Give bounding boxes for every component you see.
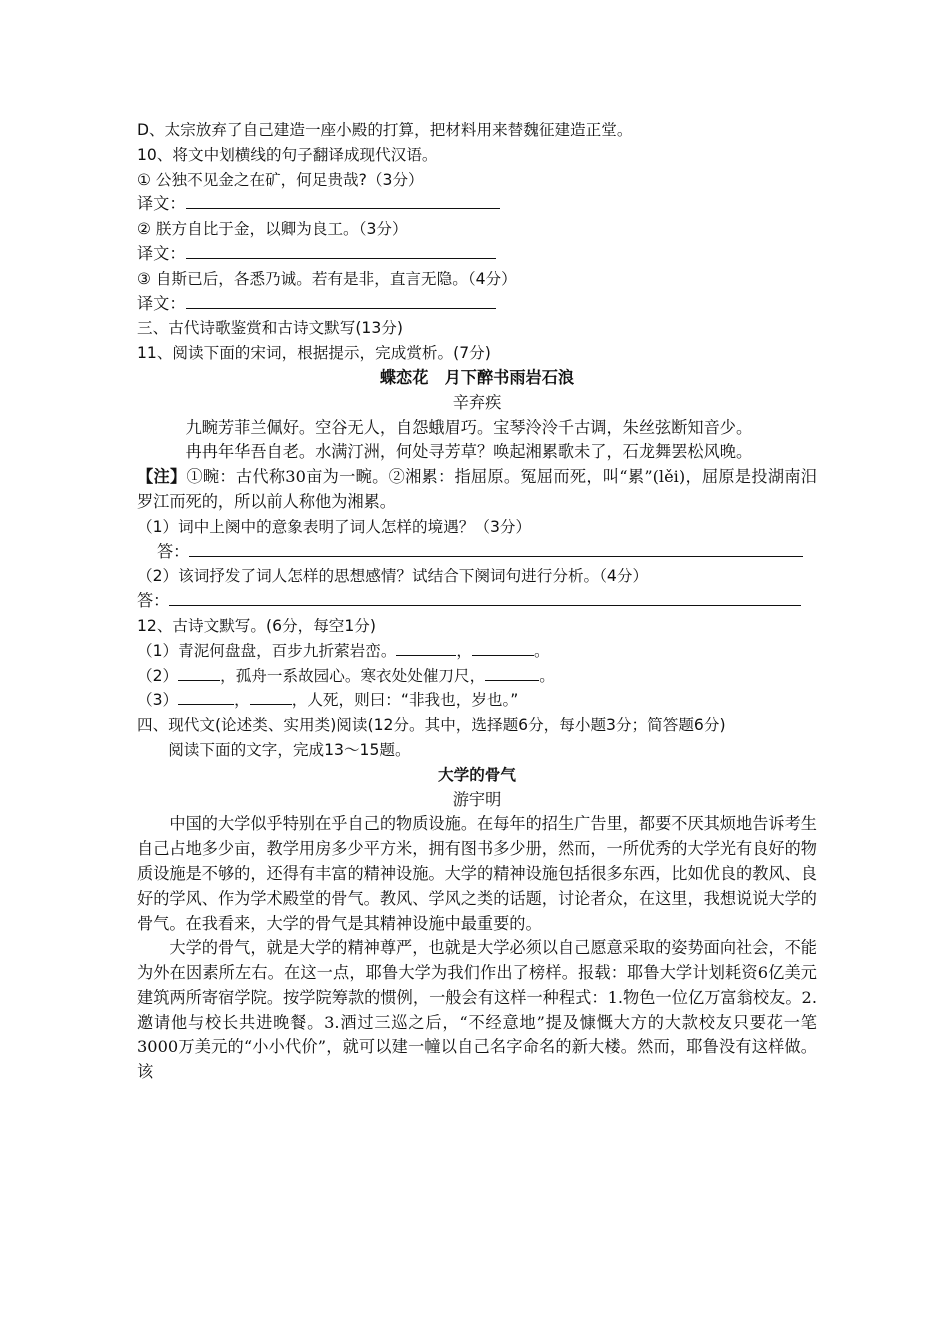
q11-answer-line-2[interactable] (169, 589, 801, 606)
translation-answer-line-1[interactable] (186, 192, 500, 209)
q12-blank-3[interactable] (178, 664, 220, 681)
poem-title: 蝶恋花 月下醉书雨岩石浪 (379, 367, 575, 387)
q12-sep: ， (456, 641, 473, 660)
q10-translation-1 (137, 192, 817, 217)
q12-blank-1[interactable] (396, 639, 456, 656)
article-title: 大学的骨气 (438, 765, 516, 784)
q12-end: 。 (539, 666, 555, 685)
q10-translation-3 (137, 292, 817, 317)
poem-stanza-2: 冉冉年华吾自老。水满汀洲，何处寻芳草？唤起湘累歌未了，石龙舞罢松风晚。 (185, 442, 753, 462)
translation-label: 译文： (137, 243, 186, 263)
section-4-instruction: 阅读下面的文字，完成13～15题。 (168, 740, 411, 759)
q12-line-2-text: ，孤舟一系故园心。寒衣处处催刀尺， (220, 666, 486, 685)
q10-translation-2 (137, 242, 817, 267)
q12-prompt: 12、古诗文默写。(6分，每空1分) (137, 616, 376, 635)
poem-author: 辛弃疾 (452, 392, 502, 412)
answer-label: 答： (137, 591, 170, 611)
poem-stanza-1: 九畹芳菲兰佩好。空谷无人，自怨蛾眉巧。宝琴泠泠千古调，朱丝弦断知音少。 (185, 417, 753, 437)
q12-line-2-num: （2） (137, 666, 179, 685)
q12-blank-5[interactable] (178, 688, 234, 705)
answer-label: 答： (157, 541, 190, 561)
q12-line-1 (137, 639, 817, 664)
translation-answer-line-3[interactable] (186, 292, 496, 309)
q11-sub-1: （1）词中上阕中的意象表明了词人怎样的境遇？（3分） (137, 517, 532, 536)
exam-page (137, 118, 817, 1085)
section-4-heading: 四、现代文(论述类、实用类)阅读(12分。其中，选择题6分，每小题3分；简答题6分) (137, 716, 726, 735)
note-text: ①畹：古代称30亩为一畹。②湘累：指屈原。冤屈而死，叫“累”(lěi)，屈原是投湖南汨罗江而死的，所以前人称他为湘累。 (137, 467, 817, 511)
q11-prompt: 11、阅读下面的宋词，根据提示，完成赏析。(7分) (137, 344, 491, 363)
q11-answer-2 (137, 589, 817, 614)
q12-sep: ， (234, 691, 250, 710)
q12-blank-6[interactable] (250, 688, 292, 705)
q12-blank-4[interactable] (485, 664, 539, 681)
translation-label: 译文： (137, 293, 186, 313)
article-paragraph-1: 中国的大学似乎特别在乎自己的物质设施。在每年的招生广告里，都要不厌其烦地告诉考生自己占地多少亩，教学用房多少平方米，拥有图书多少册，然而，一所优秀的大学光有良好的物质设施是不够的，还得有丰富的精神设施。大学的精神设施包括很多东西，比如优良的教风、良好的学风、作为学术殿堂的骨气。教风、学风之类的话题，讨论者众，在这里，我想说说大学的骨气。在我看来，大学的骨气是其精神设施中最重要的。 (137, 814, 817, 933)
q12-blank-2[interactable] (472, 639, 534, 656)
article-paragraph-2: 大学的骨气，就是大学的精神尊严，也就是大学必须以自己愿意采取的姿势面向社会，不能为外在因素所左右。在这一点，耶鲁大学为我们作出了榜样。报载：耶鲁大学计划耗资6亿美元建筑两所寄宿学院。按学院筹款的惯例，一般会有这样一种程式：1.物色一位亿万富翁校友。2.邀请他与校长共进晚餐。3.酒过三巡之后，“不经意地”提及慷慨大方的大款校友只要花一笔3000万美元的“小小代价”，就可以建一幢以自己名字命名的新大楼。然而，耶鲁没有这样做。该 (137, 938, 817, 1082)
q10-prompt: 10、将文中划横线的句子翻译成现代汉语。 (137, 145, 438, 164)
section-3-heading: 三、古代诗歌鉴赏和古诗文默写(13分) (137, 319, 403, 338)
q11-answer-1 (137, 540, 817, 565)
q12-line-3-num: （3） (137, 691, 179, 710)
q10-sentence-3: ③ 自斯已后，各悉乃诚。若有是非，直言无隐。（4分） (137, 269, 517, 288)
q10-sentence-2: ② 朕方自比于金，以卿为良工。（3分） (137, 220, 408, 239)
q11-sub-2: （2）该词抒发了词人怎样的思想感情？试结合下阕词句进行分析。（4分） (137, 567, 649, 586)
article-author: 游宇明 (452, 789, 502, 809)
q11-answer-line-1[interactable] (189, 540, 803, 557)
q12-line-3-text: ，人死，则曰：“非我也，岁也。” (291, 691, 519, 710)
poem-note (137, 465, 817, 515)
q12-line-3 (137, 688, 817, 713)
translation-answer-line-2[interactable] (186, 242, 496, 259)
q9-option-d: D、太宗放弃了自己建造一座小殿的打算，把材料用来替魏征建造正堂。 (137, 121, 633, 139)
note-label: 【注】 (137, 467, 187, 487)
q12-line-2 (137, 664, 817, 689)
translation-label: 译文： (137, 194, 186, 214)
q10-sentence-1: ① 公独不见金之在矿，何足贵哉?（3分） (137, 170, 424, 189)
q12-line-1-text: （1）青泥何盘盘，百步九折萦岩峦。 (137, 641, 397, 660)
q12-end: 。 (534, 641, 550, 660)
